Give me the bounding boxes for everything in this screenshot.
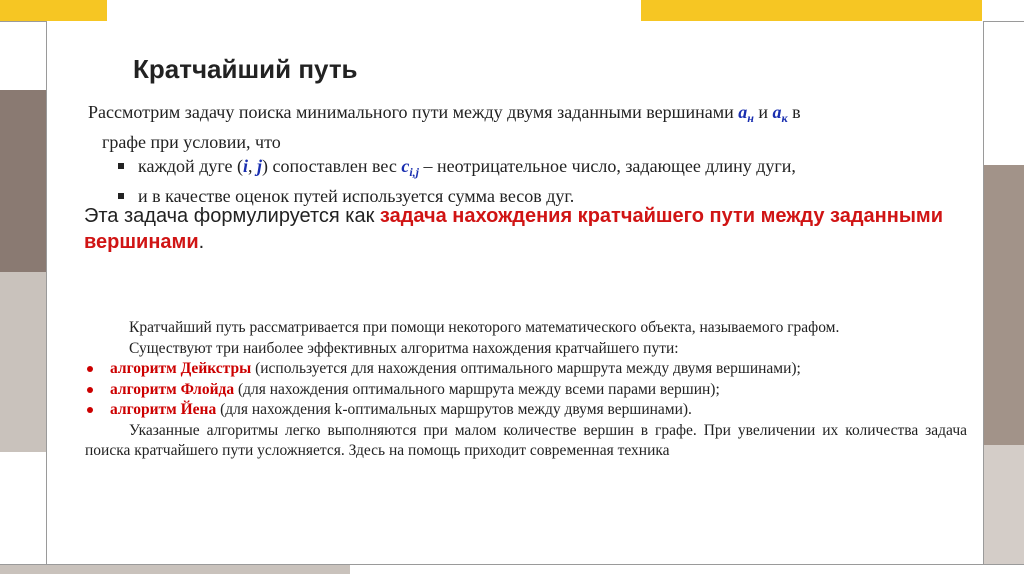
problem-statement bbox=[88, 100, 968, 208]
slide-title: Кратчайший путь bbox=[133, 54, 358, 84]
round-bullet-icon bbox=[87, 387, 93, 393]
deco-left-brown-bar bbox=[0, 90, 46, 272]
square-bullet-icon bbox=[118, 193, 124, 199]
algorithms-text bbox=[85, 318, 967, 462]
task-formulation: Эта задача формулируется как задача нахождения кратчайшего пути между заданными вершинами. bbox=[84, 205, 943, 253]
list-item: алгоритм Дейкстры (используется для нахождения оптимального маршрута между двумя вершинами); bbox=[85, 359, 967, 380]
paragraph-conclusion: Указанные алгоритмы легко выполняются при малом количестве вершин в графе. При увеличении их количества задача поиска кратчайшего пути усложняется. Здесь на помощь приходит современная техника bbox=[85, 421, 967, 459]
deco-right-brown-bar bbox=[983, 165, 1024, 445]
deco-bottom-line bbox=[0, 564, 1024, 565]
square-bullet-icon bbox=[118, 163, 124, 169]
problem-line-2: графе при условии, что bbox=[102, 132, 281, 152]
condition-bullet-2: и в качестве оценок путей используется сумма весов дуг. bbox=[88, 184, 968, 208]
round-bullet-icon bbox=[87, 366, 93, 372]
list-item: алгоритм Йена (для нахождения k-оптимальных маршрутов между двумя вершинами). bbox=[85, 400, 967, 421]
paragraph-algorithms-intro: Существуют три наиболее эффективных алгоритма нахождения кратчайшего пути: bbox=[129, 339, 679, 357]
deco-top-yellow-left bbox=[0, 0, 107, 21]
round-bullet-icon bbox=[87, 407, 93, 413]
highlight-phrase: задача нахождения кратчайшего пути между заданными вершинами bbox=[84, 205, 943, 253]
deco-right-gray-bar bbox=[983, 445, 1024, 565]
deco-top-yellow-right bbox=[641, 0, 982, 21]
deco-bottom-gray-left bbox=[0, 564, 350, 574]
list-item: алгоритм Флойда (для нахождения оптимального маршрута между всеми парами вершин); bbox=[85, 380, 967, 401]
problem-line-1: Рассмотрим задачу поиска минимального пути между двумя заданными вершинами $a_н$ и $a_к$ в bbox=[88, 102, 801, 125]
condition-bullet-1: каждой дуге (i, j) сопоставлен вес $c_{i,j}$ – неотрицательное число, задающее длину дуги, bbox=[88, 154, 968, 184]
paragraph-graph: Кратчайший путь рассматривается при помощи некоторого математического объекта, называемого графом. bbox=[129, 319, 840, 336]
deco-left-gray-bar bbox=[0, 272, 46, 452]
